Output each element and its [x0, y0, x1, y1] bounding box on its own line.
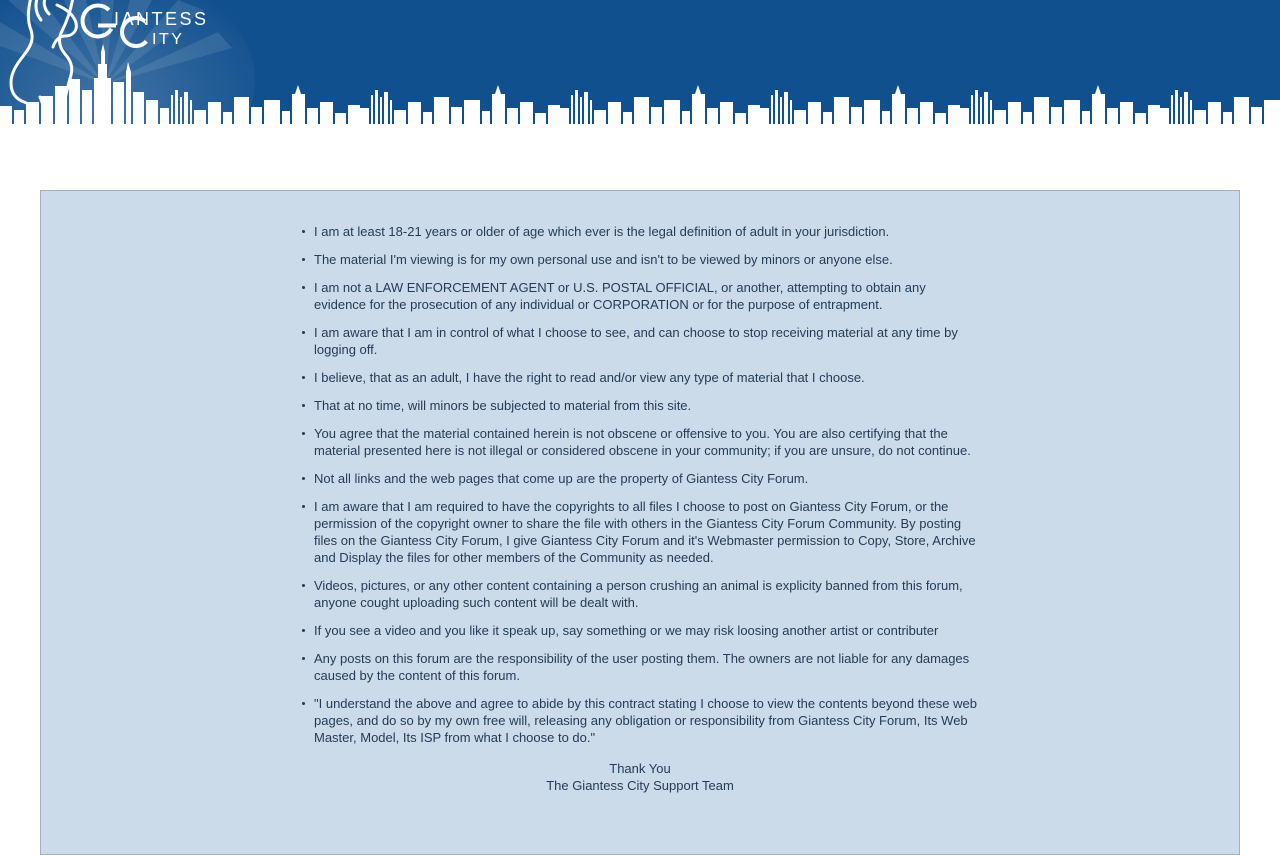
- agreement-item: Videos, pictures, or any other content containing a person crushing an animal is explicity banned from this forum, anyone cought uploading such content will be dealt with.: [314, 577, 980, 611]
- empire-state-building: [94, 78, 111, 124]
- agreement-item: "I understand the above and agree to abide by this contract stating I choose to view the contents beyond these web pages, and do so by my own free will, releasing any obligation or responsibility from Giantess City Forum, Its Web Master, Model, Its ISP from what I choose to do.": [314, 695, 980, 746]
- agreement-item: Any posts on this forum are the responsibility of the user posting them. The owners are not liable for any damages caused by the content of this forum.: [314, 650, 980, 684]
- agreement-item: I am aware that I am in control of what I choose to see, and can choose to stop receiving material at any time by logging off.: [314, 324, 980, 358]
- site-header: [0, 0, 1280, 129]
- agreement-list: [300, 223, 980, 746]
- agreement-item: That at no time, will minors be subjected to material from this site.: [314, 397, 980, 414]
- thank-you-note: Thank You: [609, 761, 671, 776]
- agreement-item: If you see a video and you like it speak up, say something or we may risk loosing another artist or contributer: [314, 622, 980, 639]
- header-banner-image: [0, 0, 1280, 129]
- agreement-item: I am aware that I am required to have the copyrights to all files I choose to post on Giantess City Forum, or the permission of the copyright owner to share the file with others in the Giantess City Forum Community. By posting files on the Giantess City Forum, I give Giantess City Forum and it's Webmaster permission to Copy, Store, Archive and Display the files for other members of the Community as needed.: [314, 498, 980, 566]
- agreement-item: I believe, that as an adult, I have the right to read and/or view any type of material that I choose.: [314, 369, 980, 386]
- support-team-signature: The Giantess City Support Team: [546, 778, 734, 793]
- agreement-item: I am at least 18-21 years or older of age which ever is the legal definition of adult in your jurisdiction.: [314, 223, 980, 240]
- logo-word-giantess-rest: IANTESS: [114, 9, 209, 29]
- agreement-item: Not all links and the web pages that come up are the property of Giantess City Forum.: [314, 470, 980, 487]
- agreement-panel: [40, 190, 1240, 855]
- logo-word-city-rest: ITY: [152, 31, 185, 48]
- agreement-item: You agree that the material contained herein is not obscene or offensive to you. You are also certifying that the material presented here is not illegal or considered obscene in your community; if you are unsure, do not continue.: [314, 425, 980, 459]
- agreement-item: I am not a LAW ENFORCEMENT AGENT or U.S. POSTAL OFFICIAL, or another, attempting to obtain any evidence for the prosecution of any individual or CORPORATION or for the purpose of entrapment.: [314, 279, 980, 313]
- agreement-item: The material I'm viewing is for my own personal use and isn't to be viewed by minors or anyone else.: [314, 251, 980, 268]
